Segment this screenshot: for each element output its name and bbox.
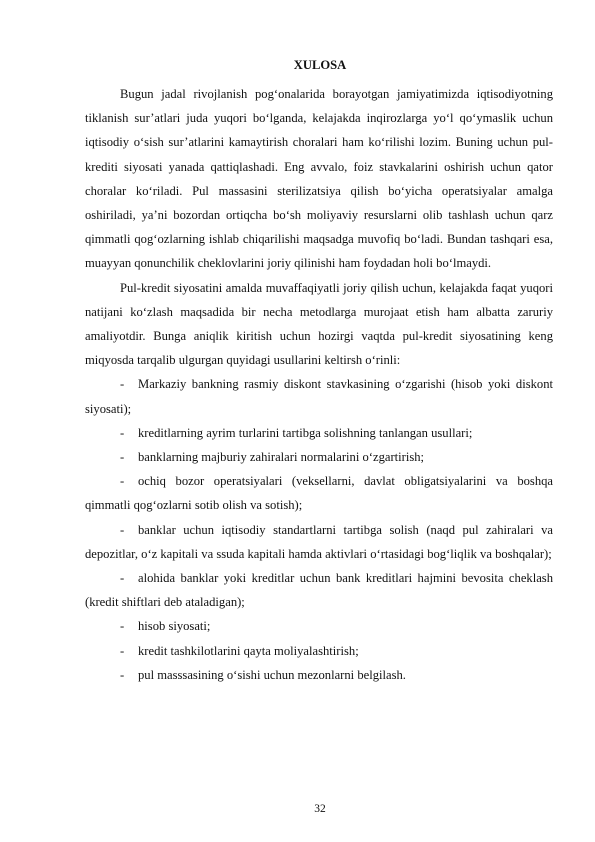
- list-dash: -: [120, 643, 125, 658]
- list-dash: -: [120, 522, 125, 537]
- paragraph-intro: Bugun jadal rivojlanish pog‘onalarida borayotgan jamiyatimizda iqtisodiyotning tiklanish sur’atlari juda yuqori bo‘lganda, kelajakda inqirozlarga yo‘l qo‘ymaslik uchun iqtisodiy o‘sish sur’atlarini kamaytirish choralari ham ko‘rilishi lozim. Buning uchun pul-krediti siyosati yanada qattiqlashadi. Eng avvalo, foiz stavkalarini oshirish uchun qator choralar ko‘riladi. Pul massasini sterilizatsiya qilish bo‘yicha operatsiyalar amalga oshiriladi, ya’ni bozordan ortiqcha bo‘sh moliyaviy resurslarni olib tashlash uchun qarz qimmatli qog‘ozlarning ishlab chiqarilishi maqsadga muvofiq bo‘ladi. Bundan tashqari esa, muayyan qonunchilik cheklovlarini joriy qilinishi ham foydadan holi bo‘lmaydi.: [85, 87, 553, 271]
- list-item: [85, 445, 553, 469]
- list-item: [85, 372, 553, 420]
- list-item: [85, 518, 553, 566]
- list-dash: -: [120, 377, 125, 392]
- list-item-text: Markaziy bankning rasmiy diskont stavkasining o‘zgarishi (hisob yoki diskont siyosati);: [85, 377, 553, 416]
- list-item-text: banklar uchun iqtisodiy standartlarni tartibga solish (naqd pul zahiralari va depozitlar, o‘z kapitali va ssuda kapitali hamda aktivlari o‘rtasidagi bog‘liqlik va boshqalar);: [85, 522, 553, 561]
- page-number: 32: [314, 803, 326, 815]
- list-item: [85, 421, 553, 445]
- list-item-text: kreditlarning ayrim turlarini tartibga solishning tanlangan usullari;: [138, 425, 473, 440]
- list-item-text: ochiq bozor operatsiyalari (veksellarni, davlat obligatsiyalarini va boshqa qimmatli qog‘ozlarni sotib olish va sotish);: [85, 474, 553, 513]
- list-dash: -: [120, 450, 125, 465]
- list-item-text: banklarning majburiy zahiralari normalarini o‘zgartirish;: [138, 450, 425, 465]
- list-item-text: alohida banklar yoki kreditlar uchun bank kreditlari hajmini bevosita cheklash (kredit shiftlari deb ataladigan);: [85, 571, 553, 610]
- list-dash: -: [120, 425, 125, 440]
- list-item: [85, 469, 553, 517]
- list-item-text: kredit tashkilotlarini qayta moliyalashtirish;: [138, 643, 359, 658]
- methods-list: [85, 372, 553, 687]
- list-dash: -: [120, 619, 125, 634]
- list-item-text: hisob siyosati;: [138, 619, 211, 634]
- list-dash: -: [120, 571, 125, 586]
- list-item: [85, 639, 553, 663]
- list-item-text: pul masssasining o‘sishi uchun mezonlarni belgilash.: [138, 667, 406, 682]
- list-dash: -: [120, 474, 125, 489]
- list-item: [85, 566, 553, 614]
- paragraph-methods: Pul-kredit siyosatini amalda muvaffaqiyatli joriy qilish uchun, kelajakda faqat yuqori natijani ko‘zlash maqsadida bir necha metodlarga murojaat etish ham albatta zaruriy amaliyotdir. Bunga aniqlik kiritish uchun hozirgi vaqtda pul-kredit siyosatining keng miqyosda tarqalib ulgurgan quyidagi usullarini keltirsh o‘rinli:: [85, 280, 553, 368]
- document-body: [85, 82, 553, 687]
- list-dash: -: [120, 667, 125, 682]
- section-title: XULOSA: [293, 58, 347, 72]
- list-item: [85, 663, 553, 687]
- list-item: [85, 614, 553, 638]
